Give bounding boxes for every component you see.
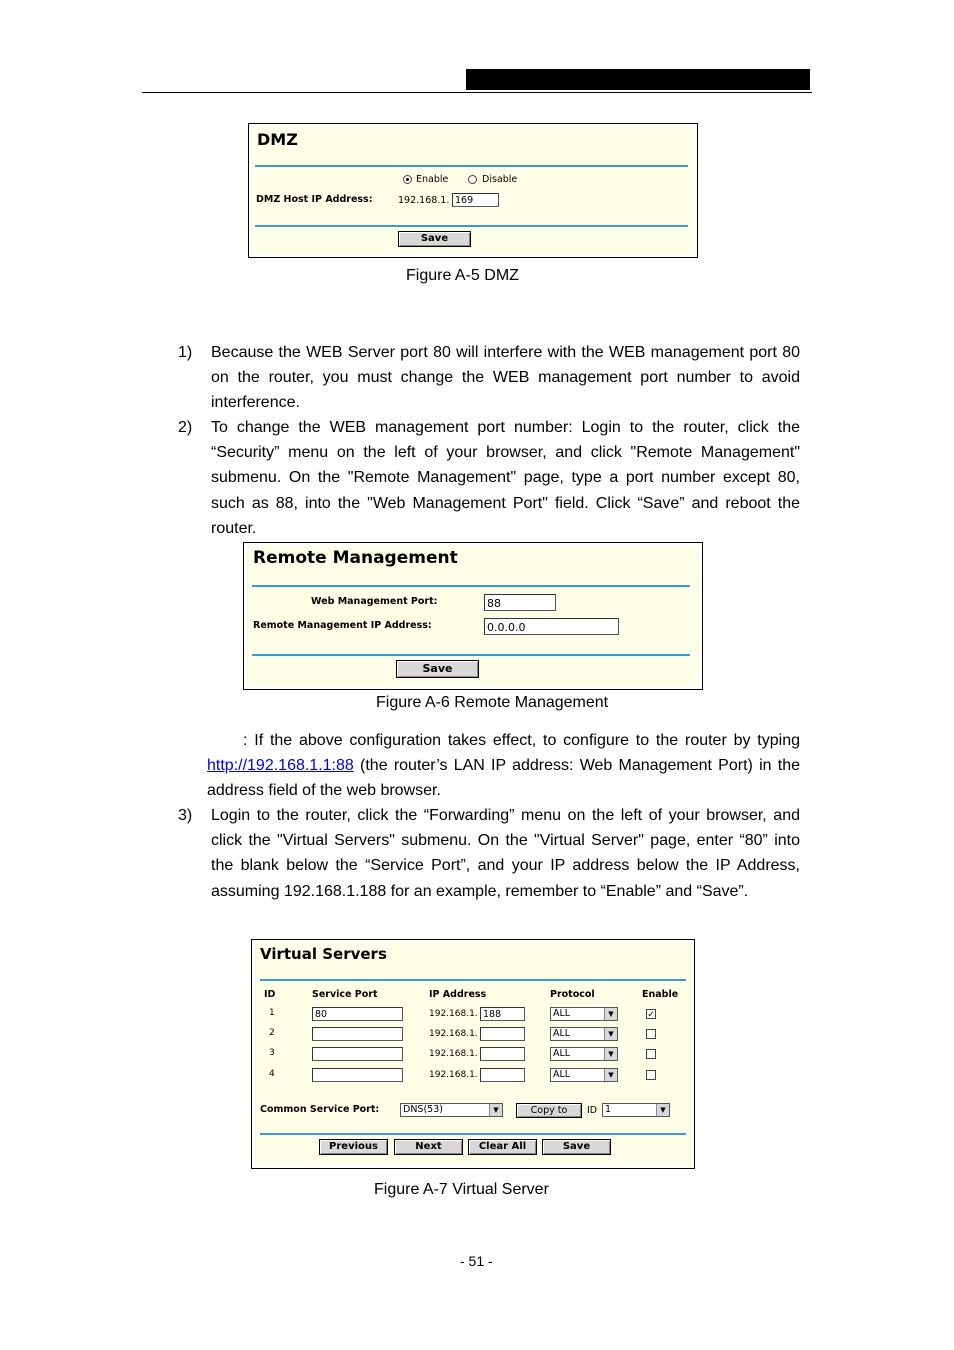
note-pre: : If the above configuration takes effect, to configure to the router by typing (243, 732, 800, 749)
step-2-text: To change the WEB management port number: Login to the router, click the “Security” menu on the left of your browser, and click "Remote Management" submenu. On the "Remote Management" page, type a port number except 80, such as 88, into the "Web Management Port" field. Click “Save” and reboot the router. (211, 419, 800, 537)
web-port-label: Web Management Port: (311, 596, 438, 607)
dmz-bottom-rule (255, 225, 688, 227)
remote-top-rule (252, 585, 690, 587)
virtual-top-rule (260, 979, 686, 981)
ip-field[interactable] (480, 1027, 525, 1041)
dmz-host-ip-label: DMZ Host IP Address: (256, 194, 373, 205)
web-port-field[interactable]: 88 (484, 594, 556, 611)
note-post: (the router’s LAN IP address: Web Management Port) in the address field of the web browser. (207, 757, 800, 800)
row-id: 4 (269, 1069, 275, 1079)
service-port-field[interactable] (312, 1027, 403, 1041)
previous-button[interactable]: Previous (319, 1139, 388, 1155)
ip-prefix: 192.168.1. (429, 1009, 478, 1019)
col-header-id: ID (264, 989, 276, 1000)
ip-prefix: 192.168.1. (429, 1070, 478, 1080)
ip-field[interactable]: 188 (480, 1007, 525, 1021)
dmz-screenshot (248, 123, 698, 258)
common-service-port-value: DNS(53) (403, 1104, 443, 1115)
protocol-value: ALL (553, 1048, 571, 1059)
row-id: 2 (269, 1028, 275, 1038)
disable-label: Disable (482, 174, 518, 185)
header-bar (466, 69, 810, 90)
row-id: 3 (269, 1048, 275, 1058)
common-service-port-label: Common Service Port: (260, 1104, 380, 1115)
col-header-protocol: Protocol (550, 989, 595, 1000)
enable-checkbox[interactable]: ✓ (647, 1009, 655, 1019)
protocol-select[interactable] (550, 1027, 618, 1041)
common-service-port-select[interactable] (400, 1103, 503, 1117)
id-label: ID (587, 1105, 598, 1116)
router-link[interactable]: http://192.168.1.1:88 (207, 757, 354, 775)
protocol-value: ALL (553, 1028, 571, 1039)
row-id: 1 (269, 1008, 275, 1018)
protocol-value: ALL (553, 1069, 571, 1080)
dmz-title: DMZ (257, 130, 298, 149)
service-port-field[interactable] (312, 1068, 403, 1082)
virtual-title: Virtual Servers (260, 945, 387, 963)
caption-a7: Figure A-7 Virtual Server (374, 1181, 549, 1198)
chevron-down-icon: ▼ (656, 1104, 669, 1116)
id-select[interactable] (602, 1103, 670, 1117)
remote-bottom-rule (252, 654, 690, 656)
ip-prefix: 192.168.1. (429, 1029, 478, 1039)
step-3-text: Login to the router, click the “Forwarding” menu on the left of your browser, and click the "Virtual Servers" submenu. On the "Virtual Server" page, enter “80” into the blank below the “Service Port”, and your IP address below the IP Address, assuming 192.168.1.188 for an example, remember to “Enable” and “Save”. (211, 807, 800, 900)
chevron-down-icon: ▼ (604, 1008, 617, 1020)
col-header-service-port: Service Port (312, 989, 378, 1000)
step-1-number: 1) (178, 344, 193, 361)
next-button[interactable]: Next (394, 1139, 463, 1155)
enable-checkbox[interactable] (646, 1049, 656, 1059)
protocol-select[interactable] (550, 1007, 618, 1021)
remote-save-button[interactable]: Save (396, 660, 479, 678)
chevron-down-icon: ▼ (489, 1104, 502, 1116)
service-port-field[interactable]: 80 (312, 1007, 403, 1021)
dmz-save-button[interactable]: Save (398, 231, 471, 247)
remote-ip-field[interactable]: 0.0.0.0 (484, 618, 619, 635)
enable-checkbox[interactable] (646, 1070, 656, 1080)
dmz-ip-field[interactable]: 169 (452, 193, 499, 207)
protocol-value: ALL (553, 1008, 571, 1019)
chevron-down-icon: ▼ (604, 1069, 617, 1081)
virtual-servers-screenshot (251, 939, 695, 1169)
disable-radio[interactable] (468, 175, 477, 184)
clear-all-button[interactable]: Clear All (468, 1139, 537, 1155)
enable-radio[interactable] (403, 175, 412, 184)
col-header-ip-address: IP Address (429, 989, 487, 1000)
dmz-top-rule (255, 165, 688, 167)
ip-field[interactable] (480, 1068, 525, 1082)
protocol-select[interactable] (550, 1047, 618, 1061)
step-3-number: 3) (178, 807, 193, 824)
caption-a6: Figure A-6 Remote Management (376, 694, 609, 711)
note-text (207, 728, 800, 804)
ip-field[interactable] (480, 1047, 525, 1061)
ip-prefix: 192.168.1. (429, 1049, 478, 1059)
id-value: 1 (605, 1104, 612, 1115)
step-2-number: 2) (178, 419, 193, 436)
step-1-text: Because the WEB Server port 80 will interfere with the WEB management port 80 on the router, you must change the WEB management port number to avoid interference. (211, 344, 800, 412)
chevron-down-icon: ▼ (604, 1028, 617, 1040)
protocol-select[interactable] (550, 1068, 618, 1082)
dmz-ip-prefix: 192.168.1. (398, 195, 450, 206)
service-port-field[interactable] (312, 1047, 403, 1061)
save-button[interactable]: Save (542, 1139, 611, 1155)
remote-management-screenshot (243, 542, 703, 690)
enable-label: Enable (416, 174, 449, 185)
copy-to-button[interactable]: Copy to (516, 1103, 582, 1118)
col-header-enable: Enable (642, 989, 679, 1000)
virtual-bottom-rule (260, 1133, 686, 1135)
remote-title: Remote Management (253, 548, 458, 568)
caption-a5: Figure A-5 DMZ (406, 267, 519, 284)
header-rule (142, 92, 812, 93)
chevron-down-icon: ▼ (604, 1048, 617, 1060)
enable-checkbox[interactable] (646, 1029, 656, 1039)
page-number: - 51 - (460, 1253, 493, 1269)
remote-ip-label: Remote Management IP Address: (253, 620, 432, 631)
